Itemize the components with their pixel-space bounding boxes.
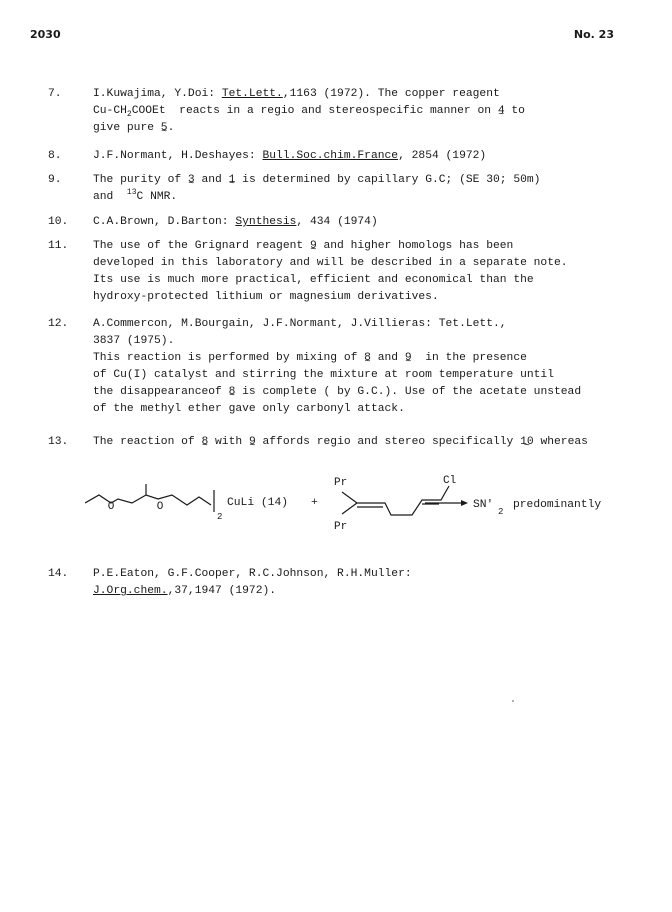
ref-text: The reaction of 8 ~ with 9 ~ affords regio and stereo specifically 10 ~ whereas <box>93 434 648 451</box>
ref-number: 11. <box>48 240 69 252</box>
propyl-label: Pr <box>334 477 348 489</box>
compound-number: 8 ~ <box>201 434 208 451</box>
compound-number: 8 ~ <box>364 350 371 367</box>
ref-number: 9. <box>48 174 62 186</box>
reference-9 <box>48 172 648 206</box>
journal-title: Synthesis <box>235 216 297 228</box>
scan-speck <box>512 700 514 702</box>
propyl-label: Pr <box>334 521 348 533</box>
chlorine-label: Cl <box>443 475 457 487</box>
ref-text: The use of the Grignard reagent 9 ~ and higher homologs has been developed in this laboratory and will be described in a separate note. Its use is much more practical, efficient and economical than the hydroxy-protected lithium or magnesium derivatives. <box>93 238 648 306</box>
compound-number: 4 ~ <box>498 103 505 120</box>
journal-number: No. 23 <box>573 28 614 41</box>
cuprate-skeleton <box>85 495 211 505</box>
diene-skeleton <box>342 486 449 515</box>
ref-number: 13. <box>48 436 69 448</box>
reference-14 <box>48 566 648 600</box>
product-subscript: 2 <box>498 507 504 517</box>
journal-title: Bull.Soc.chim.France <box>262 150 399 162</box>
oxygen-label: O <box>156 501 164 513</box>
compound-number: 5 ~ <box>161 120 168 137</box>
subscript-2: 2 <box>217 512 223 522</box>
ref-text: P.E.Eaton, G.F.Cooper, R.C.Johnson, R.H.Muller: J.Org.chem.,37,1947 (1972). <box>93 568 412 597</box>
ref-number: 7. <box>48 88 62 100</box>
compound-number: 9 ~ <box>405 350 412 367</box>
plus-sign: + <box>311 497 318 509</box>
ref-number: 8. <box>48 150 62 162</box>
compound-number: 9 ~ <box>310 238 317 255</box>
reference-8 <box>48 148 648 165</box>
reference-12 <box>48 316 648 418</box>
reference-11 <box>48 238 648 306</box>
reference-10 <box>48 214 648 231</box>
compound-number: 10 ~ <box>520 434 534 451</box>
compound-number: 8 ~ <box>229 384 236 401</box>
journal-title: Tet.Lett. <box>221 88 283 100</box>
ref-text: I.Kuwajima, Y.Doi: Tet.Lett.,1163 (1972). The copper reagent $Cu-CH_2COOEt$ reacts in a regio and stereospecific manner on 4 ~ to give pure 5 ~. <box>93 86 648 137</box>
product-label: SN' <box>473 499 494 511</box>
ref-number: 12. <box>48 318 69 330</box>
arrowhead <box>461 500 468 506</box>
ref-text: A.Commercon, M.Bourgain, J.F.Normant, J.Villieras: Tet.Lett., 3837 (1975). This reaction is performed by mixing of 8 ~ and 9 ~ in the presence of Cu(I) catalyst and stirring the mixture at room temperature until the disappearanceof 8 ~ is complete ( by G.C.). Use of the acetate unstead of the methyl ether gave only carbonyl attack. <box>93 316 648 418</box>
reaction-scheme <box>85 472 625 534</box>
page-number: 2030 <box>30 28 61 41</box>
oxygen-label: O <box>107 501 115 513</box>
outcome-label: predominantly <box>513 499 602 511</box>
cuprate-reagent: CuLi (14) <box>227 497 289 509</box>
ref-text: J.F.Normant, H.Deshayes: Bull.Soc.chim.France, 2854 (1972) <box>93 150 487 162</box>
compound-number: 9 ~ <box>249 434 256 451</box>
compound-number: 3 ~ <box>188 172 195 189</box>
compound-number: 1 ~ <box>229 172 236 189</box>
ref-number: 10. <box>48 216 69 228</box>
ref-text: The purity of 3 ~ and 1 ~ is determined by capillary G.C; (SE 30; 50m) and $^{13}$C NMR. <box>93 172 648 206</box>
ref-text: C.A.Brown, D.Barton: Synthesis, 434 (1974) <box>93 216 378 228</box>
ref-number: 14. <box>48 568 69 580</box>
journal-title: J.Org.chem. <box>93 585 168 597</box>
reference-7 <box>48 86 648 137</box>
reference-13 <box>48 434 648 451</box>
